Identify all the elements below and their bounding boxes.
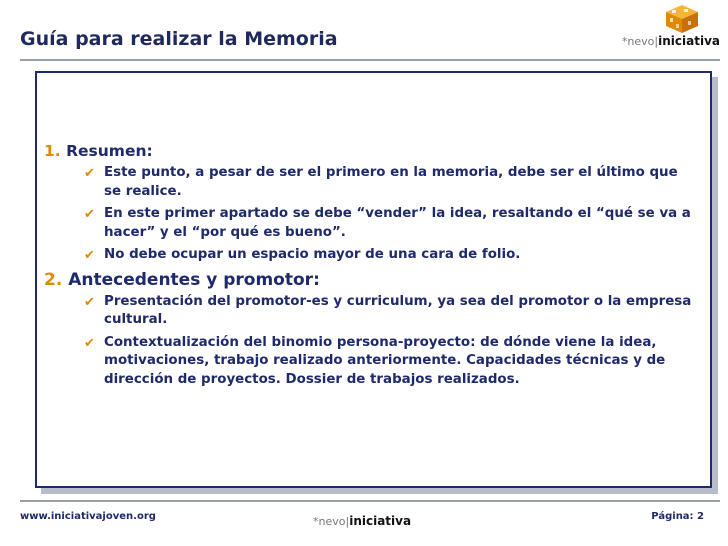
logo-prefix: *nevo [621, 35, 655, 48]
header-divider [20, 59, 720, 61]
section-heading: Resumen: [66, 142, 153, 160]
checkmark-icon: ✔ [84, 207, 95, 222]
logo-separator: | [654, 35, 659, 48]
section-antecedentes [44, 269, 694, 291]
footer-divider [20, 500, 720, 502]
list-item-text: Contextualización del binomio persona-proyecto: de dónde viene la idea, motivaciones, trabajo realizado anteriormente. Capacidades técnicas y de dirección de proyectos. Dossier de trabajos realizados. [104, 334, 666, 387]
list-item [84, 293, 694, 330]
list-item-text: En este primer apartado se debe “vender” la idea, resaltando el “qué se va a hacer” y el “por qué es bueno”. [104, 206, 691, 240]
page-number: Página: 2 [651, 511, 704, 522]
section-heading: Antecedentes y promotor [68, 269, 314, 290]
cube-logo-icon [664, 4, 700, 34]
checkmark-icon: ✔ [84, 294, 95, 310]
list-item [84, 205, 694, 242]
logo-brand: iniciativa [658, 34, 720, 48]
bullet-list [44, 164, 694, 265]
checkmark-icon: ✔ [84, 248, 95, 263]
checkmark-icon: ✔ [84, 166, 95, 181]
list-item [84, 246, 694, 265]
list-item-text: Presentación del promotor-es y curriculum, ya sea del promotor o la empresa cultural. [104, 293, 692, 327]
logo-separator: | [345, 515, 350, 528]
logo-prefix: *nevo [313, 515, 346, 528]
list-item [84, 164, 694, 201]
section-heading-suffix: : [313, 269, 320, 290]
list-item-text: Este punto, a pesar de ser el primero en la memoria, debe ser el último que se realice. [104, 165, 678, 199]
list-item-text: No debe ocupar un espacio mayor de una cara de folio. [104, 247, 521, 262]
list-item [84, 334, 694, 390]
section-number: 1. [44, 142, 61, 160]
page-title: Guía para realizar la Memoria [20, 28, 338, 50]
logo-brand: iniciativa [349, 514, 412, 528]
logo-wordmark [622, 34, 720, 48]
brand-logo [621, 4, 720, 54]
section-number: 2. [44, 269, 63, 290]
footer-logo [313, 514, 411, 528]
bullet-list [44, 293, 694, 390]
content-list [44, 140, 694, 393]
section-resumen [44, 140, 694, 162]
footer-url[interactable]: www.iniciativajoven.org [20, 511, 156, 522]
checkmark-icon: ✔ [84, 335, 95, 351]
